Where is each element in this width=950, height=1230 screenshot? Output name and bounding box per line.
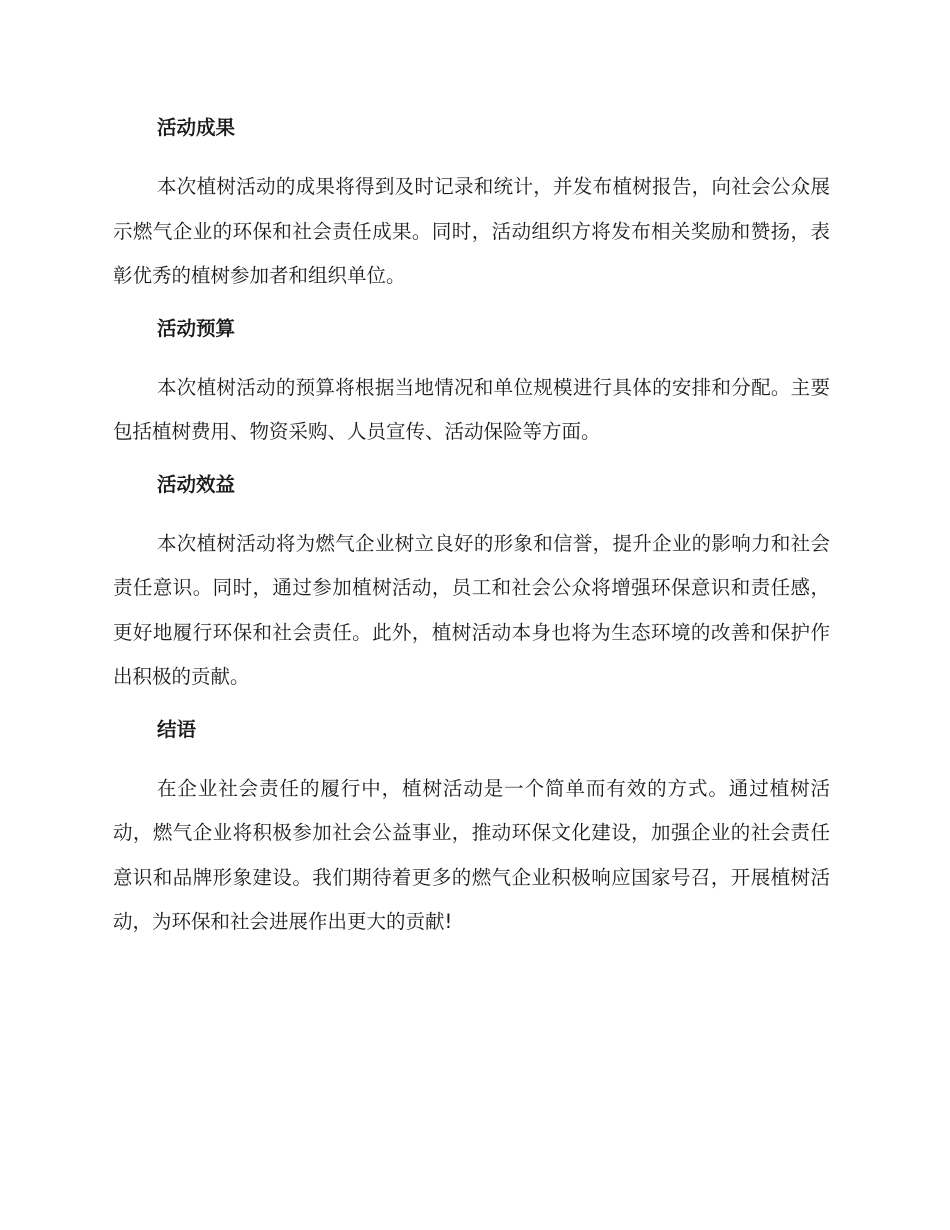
section-heading-conclusion: 结语 — [157, 717, 197, 741]
section-body-results: 本次植树活动的成果将得到及时记录和统计，并发布植树报告，向社会公众展示燃气企业的环保和社会责任成果。同时，活动组织方将发布相关奖励和赞扬，表彰优秀的植树参加者和组织单位。 — [113, 175, 830, 287]
section-body-conclusion: 在企业社会责任的履行中，植树活动是一个简单而有效的方式。通过植树活动，燃气企业将积极参加社会公益事业，推动环保文化建设，加强企业的社会责任意识和品牌形象建设。我们期待着更多的燃气企业积极响应国家号召，开展植树活动，为环保和社会进展作出更大的贡献! — [113, 776, 830, 933]
section-body-budget: 本次植树活动的预算将根据当地情况和单位规模进行具体的安排和分配。主要包括植树费用、物资采购、人员宣传、活动保险等方面。 — [113, 375, 830, 443]
section-heading-benefits: 活动效益 — [157, 472, 236, 496]
document-page — [113, 108, 830, 945]
section-body-benefits: 本次植树活动将为燃气企业树立良好的形象和信誉，提升企业的影响力和社会责任意识。同时，通过参加植树活动，员工和社会公众将增强环保意识和责任感，更好地履行环保和社会责任。此外，植树活动本身也将为生态环境的改善和保护作出积极的贡献。 — [113, 531, 830, 688]
section-heading-results: 活动成果 — [157, 116, 236, 139]
section-heading-budget: 活动预算 — [157, 316, 236, 340]
